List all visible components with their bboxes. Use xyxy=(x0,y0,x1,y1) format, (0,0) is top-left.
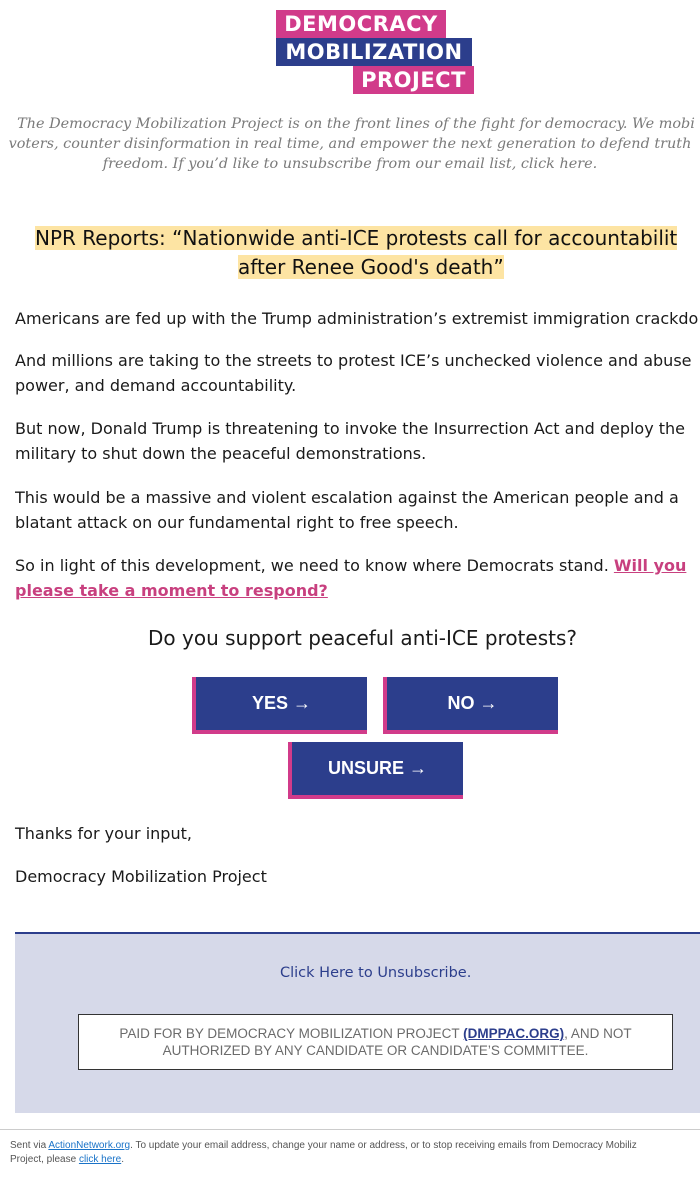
footer-box xyxy=(15,932,700,1113)
sent-via-line2-suffix: . xyxy=(121,1154,124,1165)
respond-link[interactable]: Will you xyxy=(613,556,687,575)
headline-line-2: after Renee Good's death” xyxy=(238,255,504,279)
body-paragraph-5 xyxy=(15,553,700,603)
unsubscribe-link[interactable]: Click Here to Unsubscribe. xyxy=(280,965,472,981)
survey-question-text: Do you support peaceful anti-ICE protests? xyxy=(148,626,577,650)
yes-button[interactable]: YES → xyxy=(192,677,367,734)
paragraph-2-line-2: power, and demand accountability. xyxy=(15,376,297,395)
logo-line-project: PROJECT xyxy=(353,66,474,94)
intro-line-2: voters, counter disinformation in real time, and empower the next generation to defend truth xyxy=(8,136,692,152)
divider xyxy=(0,1129,700,1130)
thanks-text: Thanks for your input, xyxy=(15,824,192,843)
sent-via-line2-prefix: Project, please xyxy=(10,1154,79,1165)
paragraph-2-line-1: And millions are taking to the streets to protest ICE’s unchecked violence and abuse xyxy=(15,351,692,370)
intro-line-1: The Democracy Mobilization Project is on the front lines of the fight for democracy. We mobi xyxy=(17,116,695,132)
paid-line-2: AUTHORIZED BY ANY CANDIDATE OR CANDIDATE’S COMMITTEE. xyxy=(162,1043,589,1058)
paragraph-3-line-1: But now, Donald Trump is threatening to invoke the Insurrection Act and deploy the xyxy=(15,419,686,438)
paragraph-4-line-1: This would be a massive and violent escalation against the American people and a xyxy=(15,488,679,507)
sent-via-footer xyxy=(10,1139,700,1167)
body-paragraph-3 xyxy=(15,416,700,466)
paid-for-disclaimer xyxy=(78,1014,673,1070)
body-paragraph-2 xyxy=(15,348,700,398)
intro-line-3: freedom. If you’d like to unsubscribe from our email list, click here. xyxy=(102,156,598,172)
dmppac-link[interactable]: (DMPPAC.ORG) xyxy=(463,1026,565,1041)
signature: Democracy Mobilization Project xyxy=(15,867,267,886)
logo-line-democracy: DEMOCRACY xyxy=(276,10,446,38)
intro-text xyxy=(0,114,700,176)
paid-prefix: PAID FOR BY DEMOCRACY MOBILIZATION PROJECT xyxy=(119,1026,464,1041)
logo-line-mobilization: MOBILIZATION xyxy=(276,38,472,66)
paragraph-4-line-2: blatant attack on our fundamental right to free speech. xyxy=(15,513,459,532)
respond-link-continued[interactable]: please take a moment to respond? xyxy=(15,581,328,600)
actionnetwork-link[interactable]: ActionNetwork.org xyxy=(48,1140,131,1151)
paragraph-3-line-2: military to shut down the peaceful demonstrations. xyxy=(15,444,427,463)
sent-via-middle: . To update your email address, change your name or address, or to stop receiving emails from Democracy Mobiliz xyxy=(130,1140,637,1151)
sent-via-prefix: Sent via xyxy=(10,1140,49,1151)
click-here-link[interactable]: click here xyxy=(78,1154,122,1165)
paragraph-5-text: So in light of this development, we need to know where Democrats stand. xyxy=(15,556,614,575)
headline-line-1: NPR Reports: “Nationwide anti-ICE protests call for accountabilit xyxy=(35,226,678,250)
body-paragraph-1: Americans are fed up with the Trump administration’s extremist immigration crackdo xyxy=(15,309,699,328)
headline xyxy=(0,224,700,282)
body-paragraph-4 xyxy=(15,485,700,535)
no-button[interactable]: NO → xyxy=(383,677,558,734)
survey-question xyxy=(0,624,700,652)
logo xyxy=(0,10,700,95)
paid-suffix: , AND NOT xyxy=(564,1026,632,1041)
unsure-button[interactable]: UNSURE → xyxy=(288,742,463,799)
